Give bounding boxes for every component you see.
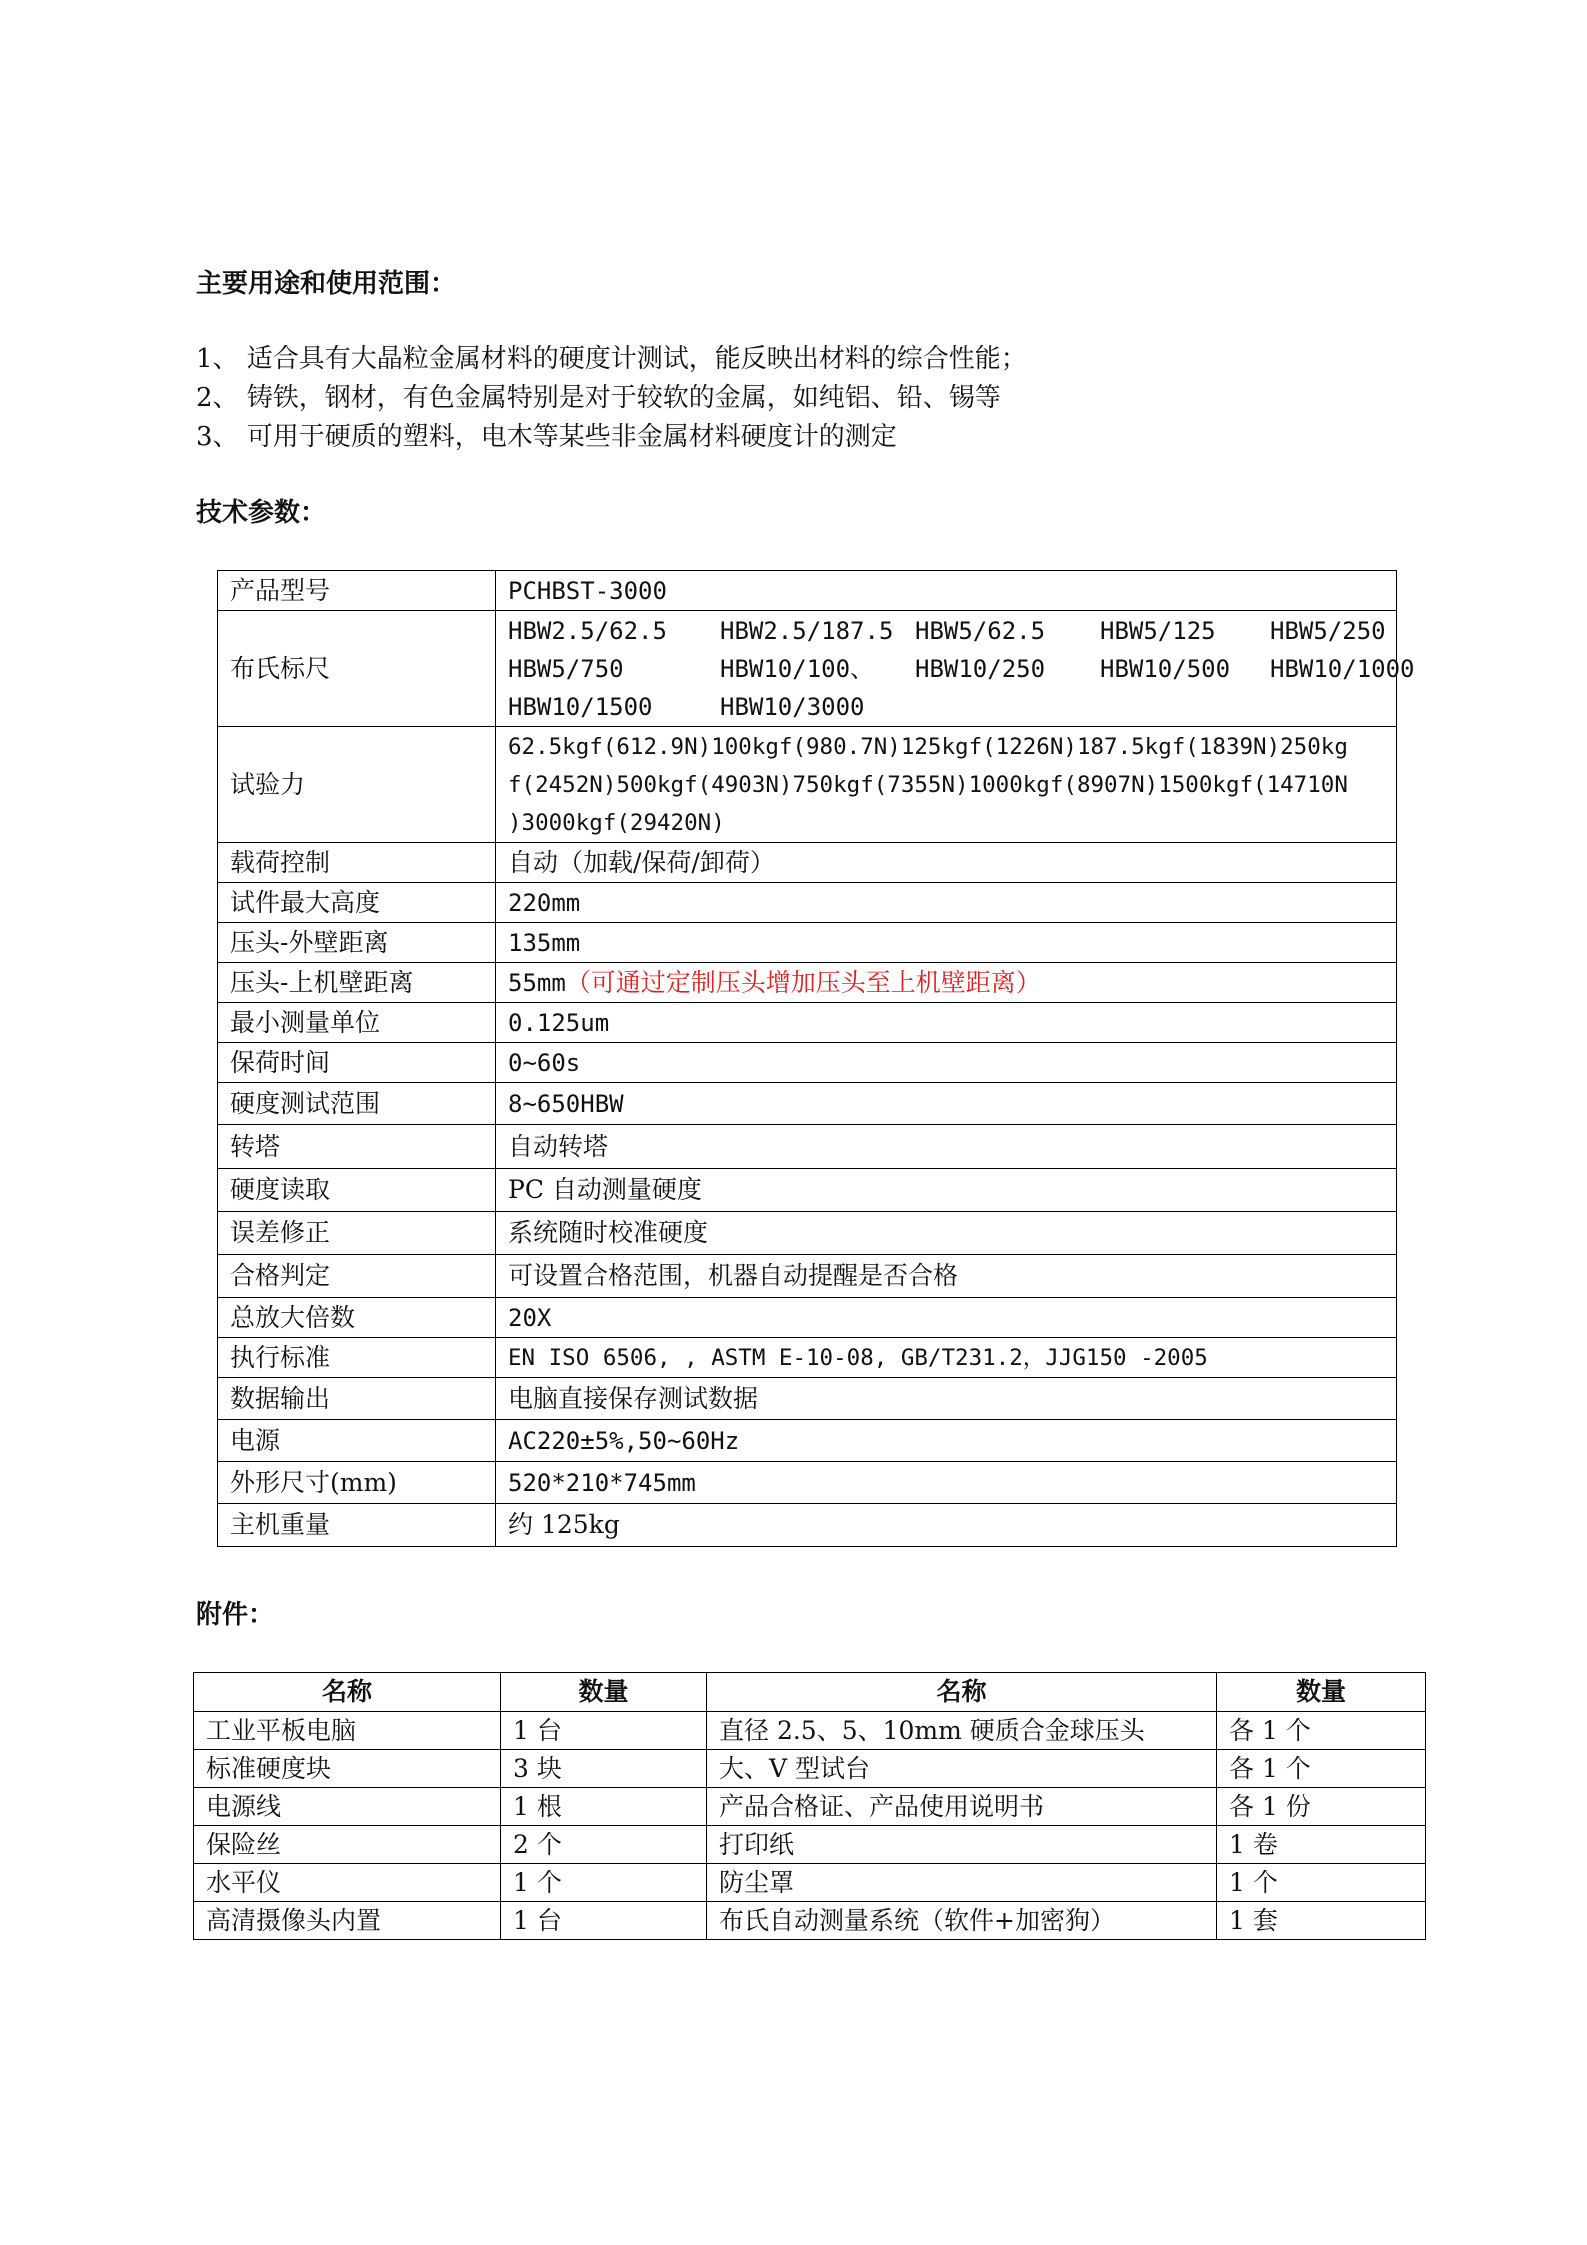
spec-value: 约 125kg bbox=[496, 1504, 1397, 1547]
force-line: 62.5kgf(612.9N)100kgf(980.7N)125kgf(1226N)187.5kgf(1839N)250kg bbox=[508, 733, 1348, 760]
usage-item-2: 2、 铸铁，钢材，有色金属特别是对于较软的金属，如纯铝、铅、锡等 bbox=[196, 383, 1001, 413]
scale-item: HBW2.5/187.5 bbox=[720, 616, 894, 645]
spec-value-text: 55mm bbox=[508, 968, 566, 997]
spec-table bbox=[217, 570, 1415, 1547]
table-cell: 保险丝 bbox=[194, 1826, 501, 1864]
spec-label: 误差修正 bbox=[218, 1212, 496, 1255]
table-cell: 布氏自动测量系统（软件+加密狗） bbox=[707, 1902, 1217, 1940]
scale-item: HBW5/250 bbox=[1270, 616, 1386, 645]
spec-row bbox=[218, 1420, 1397, 1462]
spec-row bbox=[218, 923, 1397, 963]
spec-value: 8~650HBW bbox=[496, 1083, 1397, 1125]
table-cell: 各 1 份 bbox=[1217, 1788, 1426, 1826]
spec-value: 自动（加载/保荷/卸荷） bbox=[496, 843, 1397, 883]
spec-row bbox=[218, 1298, 1397, 1338]
spec-label: 试件最大高度 bbox=[218, 883, 496, 923]
spec-value: 自动转塔 bbox=[496, 1125, 1397, 1169]
spec-label: 硬度测试范围 bbox=[218, 1083, 496, 1125]
scale-item: HBW10/1000 bbox=[1270, 654, 1415, 683]
scale-item: HBW10/3000 bbox=[720, 692, 865, 721]
spec-label: 产品型号 bbox=[218, 571, 496, 611]
spec-value: 电脑直接保存测试数据 bbox=[496, 1378, 1397, 1420]
spec-row bbox=[218, 1255, 1397, 1298]
accessories-heading: 附件： bbox=[196, 1600, 275, 1630]
table-cell: 各 1 个 bbox=[1217, 1750, 1426, 1788]
spec-value-scales bbox=[496, 611, 1415, 727]
spec-label: 布氏标尺 bbox=[218, 611, 496, 727]
table-cell: 电源线 bbox=[194, 1788, 501, 1826]
table-row bbox=[194, 1712, 1426, 1750]
accessories-table bbox=[193, 1672, 1426, 1940]
table-cell: 3 块 bbox=[501, 1750, 707, 1788]
table-row bbox=[194, 1826, 1426, 1864]
column-header: 数量 bbox=[501, 1673, 707, 1712]
table-cell: 产品合格证、产品使用说明书 bbox=[707, 1788, 1217, 1826]
table-cell: 直径 2.5、5、10mm 硬质合金球压头 bbox=[707, 1712, 1217, 1750]
table-cell: 防尘罩 bbox=[707, 1864, 1217, 1902]
spec-value: EN ISO 6506, , ASTM E-10-08, GB/T231.2，JJG150 -2005 bbox=[496, 1338, 1397, 1378]
spec-value: 系统随时校准硬度 bbox=[496, 1212, 1397, 1255]
spec-label: 电源 bbox=[218, 1420, 496, 1462]
table-cell: 工业平板电脑 bbox=[194, 1712, 501, 1750]
column-header: 名称 bbox=[194, 1673, 501, 1712]
spec-row bbox=[218, 571, 1397, 611]
spec-row bbox=[218, 1125, 1397, 1169]
usage-heading: 主要用途和使用范围： bbox=[196, 269, 457, 299]
scale-item: HBW10/1500 bbox=[508, 692, 653, 721]
spec-value: 20X bbox=[496, 1298, 1397, 1338]
spec-row bbox=[218, 1003, 1397, 1043]
scale-item: HBW5/62.5 bbox=[915, 616, 1046, 645]
spec-label: 试验力 bbox=[218, 727, 496, 843]
table-cell: 1 台 bbox=[501, 1712, 707, 1750]
table-row bbox=[194, 1864, 1426, 1902]
spec-value: AC220±5%,50~60Hz bbox=[496, 1420, 1397, 1462]
spec-label: 压头-外壁距离 bbox=[218, 923, 496, 963]
spec-label: 主机重量 bbox=[218, 1504, 496, 1547]
spec-label: 外形尺寸(mm) bbox=[218, 1462, 496, 1504]
spec-label: 硬度读取 bbox=[218, 1169, 496, 1212]
spec-row bbox=[218, 843, 1397, 883]
spec-row bbox=[218, 727, 1397, 843]
table-header-row bbox=[194, 1673, 1426, 1712]
spec-row bbox=[218, 1212, 1397, 1255]
spec-row bbox=[218, 963, 1397, 1003]
spec-label: 载荷控制 bbox=[218, 843, 496, 883]
usage-item-3: 3、 可用于硬质的塑料，电木等某些非金属材料硬度计的测定 bbox=[196, 422, 897, 452]
table-cell: 大、V 型试台 bbox=[707, 1750, 1217, 1788]
spec-value: 0.125um bbox=[496, 1003, 1397, 1043]
spec-label: 压头-上机壁距离 bbox=[218, 963, 496, 1003]
scale-item: HBW2.5/62.5 bbox=[508, 616, 667, 645]
spec-row bbox=[218, 1462, 1397, 1504]
spec-value bbox=[496, 963, 1397, 1003]
table-cell: 1 个 bbox=[1217, 1864, 1426, 1902]
spec-value: PC 自动测量硬度 bbox=[496, 1169, 1397, 1212]
force-line: f(2452N)500kgf(4903N)750kgf(7355N)1000kgf(8907N)1500kgf(14710N bbox=[508, 771, 1348, 798]
spec-label: 最小测量单位 bbox=[218, 1003, 496, 1043]
scale-item: HBW10/500 bbox=[1100, 654, 1231, 683]
spec-value: 220mm bbox=[496, 883, 1397, 923]
spec-row bbox=[218, 1338, 1397, 1378]
table-row bbox=[194, 1750, 1426, 1788]
force-line: )3000kgf(29420N) bbox=[508, 809, 725, 836]
spec-value: 可设置合格范围，机器自动提醒是否合格 bbox=[496, 1255, 1397, 1298]
spec-row bbox=[218, 1378, 1397, 1420]
spec-label: 数据输出 bbox=[218, 1378, 496, 1420]
spec-value-force bbox=[496, 727, 1397, 843]
scale-item: HBW10/100、 bbox=[720, 654, 875, 683]
table-cell: 高清摄像头内置 bbox=[194, 1902, 501, 1940]
spec-row bbox=[218, 883, 1397, 923]
spec-row bbox=[218, 611, 1397, 727]
column-header: 数量 bbox=[1217, 1673, 1426, 1712]
usage-item-1: 1、 适合具有大晶粒金属材料的硬度计测试，能反映出材料的综合性能； bbox=[196, 344, 1027, 374]
spec-label: 合格判定 bbox=[218, 1255, 496, 1298]
table-cell: 1 卷 bbox=[1217, 1826, 1426, 1864]
spec-value: 135mm bbox=[496, 923, 1397, 963]
table-row bbox=[194, 1788, 1426, 1826]
column-header: 名称 bbox=[707, 1673, 1217, 1712]
table-cell: 1 根 bbox=[501, 1788, 707, 1826]
spec-label: 执行标准 bbox=[218, 1338, 496, 1378]
spec-row bbox=[218, 1043, 1397, 1083]
spec-row bbox=[218, 1083, 1397, 1125]
spec-note: （可通过定制压头增加压头至上机壁距离） bbox=[565, 967, 1041, 997]
spec-value: 520*210*745mm bbox=[496, 1462, 1397, 1504]
table-cell: 1 台 bbox=[501, 1902, 707, 1940]
spec-row bbox=[218, 1504, 1397, 1547]
scale-item: HBW5/125 bbox=[1100, 616, 1216, 645]
spec-value: PCHBST-3000 bbox=[496, 571, 1397, 611]
specs-heading: 技术参数： bbox=[196, 498, 327, 528]
table-cell: 2 个 bbox=[501, 1826, 707, 1864]
table-row bbox=[194, 1902, 1426, 1940]
scale-item: HBW10/250 bbox=[915, 654, 1046, 683]
table-cell: 标准硬度块 bbox=[194, 1750, 501, 1788]
table-cell: 水平仪 bbox=[194, 1864, 501, 1902]
table-cell: 各 1 个 bbox=[1217, 1712, 1426, 1750]
table-cell: 1 套 bbox=[1217, 1902, 1426, 1940]
spec-value: 0~60s bbox=[496, 1043, 1397, 1083]
table-cell: 1 个 bbox=[501, 1864, 707, 1902]
spec-label: 保荷时间 bbox=[218, 1043, 496, 1083]
spec-row bbox=[218, 1169, 1397, 1212]
spec-label: 总放大倍数 bbox=[218, 1298, 496, 1338]
table-cell: 打印纸 bbox=[707, 1826, 1217, 1864]
spec-label: 转塔 bbox=[218, 1125, 496, 1169]
scale-item: HBW5/750 bbox=[508, 654, 624, 683]
